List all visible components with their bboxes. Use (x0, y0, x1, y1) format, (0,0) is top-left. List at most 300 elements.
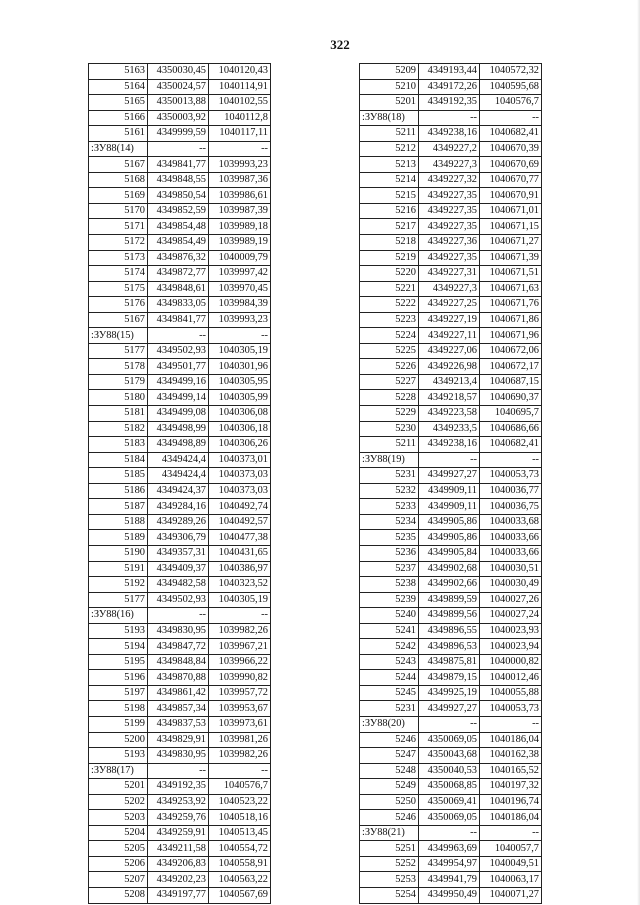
x-coordinate-cell: 4349409,37 (148, 561, 209, 577)
table-row (360, 421, 542, 437)
table-row (89, 157, 271, 173)
y-coordinate-cell: 1040036,75 (480, 499, 542, 515)
x-coordinate-cell: 4349424,4 (148, 468, 209, 484)
point-number-cell: 5242 (360, 639, 419, 655)
point-number-cell: 5171 (89, 219, 148, 235)
y-coordinate-cell: 1040033,66 (480, 530, 542, 546)
point-number-cell: 5233 (360, 499, 419, 515)
point-number-cell: 5198 (89, 701, 148, 717)
y-coordinate-cell: 1040672,17 (480, 359, 542, 375)
y-coordinate-cell: 1039987,39 (209, 203, 271, 219)
table-row (89, 266, 271, 282)
page-number: 322 (330, 37, 350, 52)
x-coordinate-cell: 4349902,68 (419, 561, 480, 577)
x-coordinate-cell: 4349227,19 (419, 312, 480, 328)
table-row (89, 685, 271, 701)
parcel-label-cell: :ЗУ88(19) (360, 452, 419, 468)
point-number-cell: 5168 (89, 172, 148, 188)
y-coordinate-cell: 1040373,03 (209, 468, 271, 484)
table-row (89, 810, 271, 826)
y-coordinate-cell: 1040301,96 (209, 359, 271, 375)
table-row (89, 172, 271, 188)
table-row (360, 841, 542, 857)
point-number-cell: 5248 (360, 763, 419, 779)
x-coordinate-cell: 4349227,25 (419, 297, 480, 313)
x-coordinate-cell: 4349852,59 (148, 203, 209, 219)
table-row (89, 95, 271, 111)
y-coordinate-cell: 1040055,88 (480, 685, 542, 701)
table-row (89, 390, 271, 406)
table-row (89, 732, 271, 748)
table-row (360, 437, 542, 453)
table-row (89, 856, 271, 872)
y-coordinate-cell: 1040386,97 (209, 561, 271, 577)
point-number-cell: 5178 (89, 359, 148, 375)
x-coordinate-cell: 4349876,32 (148, 250, 209, 266)
table-row (360, 468, 542, 484)
y-coordinate-cell: 1040053,73 (480, 468, 542, 484)
y-coordinate-cell: 1040373,01 (209, 452, 271, 468)
point-number-cell: 5211 (360, 437, 419, 453)
x-coordinate-cell: 4349499,16 (148, 374, 209, 390)
parcel-header-row (360, 716, 542, 732)
y-coordinate-cell: 1040672,06 (480, 343, 542, 359)
point-number-cell: 5170 (89, 203, 148, 219)
y-coordinate-cell: 1040686,66 (480, 421, 542, 437)
y-coordinate-cell: 1040120,43 (209, 64, 271, 80)
y-coordinate-cell: 1039987,36 (209, 172, 271, 188)
table-row (360, 654, 542, 670)
parcel-header-row (360, 452, 542, 468)
x-coordinate-cell: -- (419, 452, 480, 468)
x-coordinate-cell: 4349227,11 (419, 328, 480, 344)
y-coordinate-cell: 1040063,17 (480, 872, 542, 888)
table-row (360, 266, 542, 282)
y-coordinate-cell: 1039993,23 (209, 312, 271, 328)
point-number-cell: 5240 (360, 608, 419, 624)
x-coordinate-cell: 4349202,23 (148, 872, 209, 888)
y-coordinate-cell: 1040306,26 (209, 437, 271, 453)
table-row (360, 141, 542, 157)
table-row (89, 499, 271, 515)
point-number-cell: 5203 (89, 810, 148, 826)
table-row (89, 437, 271, 453)
y-coordinate-cell: 1040305,99 (209, 390, 271, 406)
point-number-cell: 5190 (89, 545, 148, 561)
table-row (360, 79, 542, 95)
point-number-cell: 5208 (89, 887, 148, 903)
point-number-cell: 5186 (89, 483, 148, 499)
point-number-cell: 5214 (360, 172, 419, 188)
table-row (89, 577, 271, 593)
x-coordinate-cell: 4349850,54 (148, 188, 209, 204)
table-row (360, 219, 542, 235)
table-row (360, 172, 542, 188)
x-coordinate-cell: 4349841,77 (148, 312, 209, 328)
x-coordinate-cell: 4349848,61 (148, 281, 209, 297)
table-row (360, 545, 542, 561)
x-coordinate-cell: 4349259,76 (148, 810, 209, 826)
y-coordinate-cell: 1040572,32 (480, 64, 542, 80)
point-number-cell: 5218 (360, 235, 419, 251)
point-number-cell: 5253 (360, 872, 419, 888)
x-coordinate-cell: 4349218,57 (419, 390, 480, 406)
y-coordinate-cell: 1040492,74 (209, 499, 271, 515)
point-number-cell: 5213 (360, 157, 419, 173)
x-coordinate-cell: 4349841,77 (148, 157, 209, 173)
point-number-cell: 5210 (360, 79, 419, 95)
point-number-cell: 5184 (89, 452, 148, 468)
point-number-cell: 5211 (360, 126, 419, 142)
x-coordinate-cell: 4349870,88 (148, 670, 209, 686)
y-coordinate-cell: 1040687,15 (480, 374, 542, 390)
y-coordinate-cell: 1039989,18 (209, 219, 271, 235)
x-coordinate-cell: 4349909,11 (419, 483, 480, 499)
x-coordinate-cell: 4349902,66 (419, 577, 480, 593)
y-coordinate-cell: 1040000,82 (480, 654, 542, 670)
y-coordinate-cell: 1040523,22 (209, 794, 271, 810)
x-coordinate-cell: 4349833,05 (148, 297, 209, 313)
y-coordinate-cell: 1040033,66 (480, 545, 542, 561)
point-number-cell: 5229 (360, 406, 419, 422)
y-coordinate-cell: 1040671,01 (480, 203, 542, 219)
point-number-cell: 5237 (360, 561, 419, 577)
x-coordinate-cell: 4349213,4 (419, 374, 480, 390)
y-coordinate-cell: -- (480, 716, 542, 732)
y-coordinate-cell: 1040670,69 (480, 157, 542, 173)
point-number-cell: 5201 (360, 95, 419, 111)
y-coordinate-cell: 1040373,03 (209, 483, 271, 499)
x-coordinate-cell: 4349502,93 (148, 343, 209, 359)
x-coordinate-cell: 4349227,35 (419, 250, 480, 266)
point-number-cell: 5195 (89, 654, 148, 670)
y-coordinate-cell: 1040518,16 (209, 810, 271, 826)
point-number-cell: 5174 (89, 266, 148, 282)
y-coordinate-cell: 1039990,82 (209, 670, 271, 686)
parcel-header-row (89, 608, 271, 624)
y-coordinate-cell: 1040477,38 (209, 530, 271, 546)
x-coordinate-cell: 4349927,27 (419, 701, 480, 717)
point-number-cell: 5192 (89, 577, 148, 593)
y-coordinate-cell: 1040670,39 (480, 141, 542, 157)
table-row (89, 64, 271, 80)
point-number-cell: 5189 (89, 530, 148, 546)
point-number-cell: 5245 (360, 685, 419, 701)
x-coordinate-cell: 4349848,55 (148, 172, 209, 188)
table-row (89, 530, 271, 546)
table-row (360, 126, 542, 142)
y-coordinate-cell: 1040071,27 (480, 887, 542, 903)
y-coordinate-cell: -- (209, 141, 271, 157)
x-coordinate-cell: 4349861,42 (148, 685, 209, 701)
y-coordinate-cell: 1040567,69 (209, 887, 271, 903)
point-number-cell: 5167 (89, 312, 148, 328)
table-row (89, 716, 271, 732)
table-row (360, 872, 542, 888)
point-number-cell: 5231 (360, 701, 419, 717)
point-number-cell: 5196 (89, 670, 148, 686)
y-coordinate-cell: -- (480, 110, 542, 126)
point-number-cell: 5217 (360, 219, 419, 235)
x-coordinate-cell: 4349172,26 (419, 79, 480, 95)
y-coordinate-cell: 1040671,15 (480, 219, 542, 235)
x-coordinate-cell: 4349424,37 (148, 483, 209, 499)
x-coordinate-cell: 4349999,59 (148, 126, 209, 142)
x-coordinate-cell: 4349899,59 (419, 592, 480, 608)
y-coordinate-cell: -- (209, 328, 271, 344)
point-number-cell: 5193 (89, 623, 148, 639)
x-coordinate-cell: 4349206,83 (148, 856, 209, 872)
x-coordinate-cell: 4349227,32 (419, 172, 480, 188)
point-number-cell: 5252 (360, 856, 419, 872)
table-row (89, 110, 271, 126)
y-coordinate-cell: 1039982,26 (209, 623, 271, 639)
y-coordinate-cell: 1040576,7 (209, 779, 271, 795)
point-number-cell: 5180 (89, 390, 148, 406)
x-coordinate-cell: 4350069,05 (419, 810, 480, 826)
point-number-cell: 5177 (89, 592, 148, 608)
x-coordinate-cell: 4350013,88 (148, 95, 209, 111)
y-coordinate-cell: 1040563,22 (209, 872, 271, 888)
point-number-cell: 5181 (89, 406, 148, 422)
table-row (89, 670, 271, 686)
parcel-label-cell: :ЗУ88(18) (360, 110, 419, 126)
point-number-cell: 5182 (89, 421, 148, 437)
x-coordinate-cell: 4350068,85 (419, 779, 480, 795)
x-coordinate-cell: -- (148, 608, 209, 624)
point-number-cell: 5197 (89, 685, 148, 701)
point-number-cell: 5226 (360, 359, 419, 375)
y-coordinate-cell: -- (480, 825, 542, 841)
parcel-header-row (89, 328, 271, 344)
x-coordinate-cell: 4349502,93 (148, 592, 209, 608)
table-row (360, 592, 542, 608)
y-coordinate-cell: 1040033,68 (480, 514, 542, 530)
x-coordinate-cell: 4349211,58 (148, 841, 209, 857)
point-number-cell: 5239 (360, 592, 419, 608)
x-coordinate-cell: 4349896,53 (419, 639, 480, 655)
x-coordinate-cell: 4350003,92 (148, 110, 209, 126)
point-number-cell: 5225 (360, 343, 419, 359)
x-coordinate-cell: 4349909,11 (419, 499, 480, 515)
table-row (89, 545, 271, 561)
table-row (360, 530, 542, 546)
point-number-cell: 5201 (89, 779, 148, 795)
table-row (360, 390, 542, 406)
y-coordinate-cell: 1040431,65 (209, 545, 271, 561)
y-coordinate-cell: 1040671,86 (480, 312, 542, 328)
point-number-cell: 5194 (89, 639, 148, 655)
point-number-cell: 5183 (89, 437, 148, 453)
parcel-label-cell: :ЗУ88(14) (89, 141, 148, 157)
y-coordinate-cell: 1040049,51 (480, 856, 542, 872)
y-coordinate-cell: 1040671,96 (480, 328, 542, 344)
point-number-cell: 5236 (360, 545, 419, 561)
y-coordinate-cell: 1040558,91 (209, 856, 271, 872)
table-row (89, 312, 271, 328)
point-number-cell: 5172 (89, 235, 148, 251)
point-number-cell: 5205 (89, 841, 148, 857)
y-coordinate-cell: 1040023,93 (480, 623, 542, 639)
point-number-cell: 5164 (89, 79, 148, 95)
table-row (89, 592, 271, 608)
table-row (89, 514, 271, 530)
table-row (89, 639, 271, 655)
y-coordinate-cell: 1040682,41 (480, 126, 542, 142)
table-row (360, 312, 542, 328)
y-coordinate-cell: 1040186,04 (480, 732, 542, 748)
y-coordinate-cell: 1039967,21 (209, 639, 271, 655)
table-row (89, 468, 271, 484)
x-coordinate-cell: 4349879,15 (419, 670, 480, 686)
point-number-cell: 5177 (89, 343, 148, 359)
y-coordinate-cell: 1040112,8 (209, 110, 271, 126)
point-number-cell: 5209 (360, 64, 419, 80)
y-coordinate-cell: 1040196,74 (480, 794, 542, 810)
table-row (89, 452, 271, 468)
parcel-header-row (89, 763, 271, 779)
y-coordinate-cell: -- (480, 452, 542, 468)
x-coordinate-cell: 4349227,3 (419, 281, 480, 297)
y-coordinate-cell: 1039970,45 (209, 281, 271, 297)
x-coordinate-cell: 4349925,19 (419, 685, 480, 701)
table-row (360, 856, 542, 872)
y-coordinate-cell: -- (209, 608, 271, 624)
y-coordinate-cell: 1040670,91 (480, 188, 542, 204)
x-coordinate-cell: -- (148, 763, 209, 779)
x-coordinate-cell: 4349837,53 (148, 716, 209, 732)
y-coordinate-cell: 1040162,38 (480, 748, 542, 764)
x-coordinate-cell: 4349499,14 (148, 390, 209, 406)
point-number-cell: 5187 (89, 499, 148, 515)
y-coordinate-cell: 1040027,24 (480, 608, 542, 624)
y-coordinate-cell: 1040671,27 (480, 235, 542, 251)
point-number-cell: 5193 (89, 748, 148, 764)
x-coordinate-cell: 4349259,91 (148, 825, 209, 841)
table-row (89, 203, 271, 219)
x-coordinate-cell: 4349233,5 (419, 421, 480, 437)
x-coordinate-cell: -- (419, 825, 480, 841)
y-coordinate-cell: 1040186,04 (480, 810, 542, 826)
table-row (89, 825, 271, 841)
x-coordinate-cell: 4349499,08 (148, 406, 209, 422)
table-row (89, 779, 271, 795)
table-row (360, 203, 542, 219)
table-row (360, 157, 542, 173)
y-coordinate-cell: 1040023,94 (480, 639, 542, 655)
x-coordinate-cell: 4349226,98 (419, 359, 480, 375)
table-row (360, 374, 542, 390)
point-number-cell: 5243 (360, 654, 419, 670)
y-coordinate-cell: 1040306,08 (209, 406, 271, 422)
x-coordinate-cell: 4349284,16 (148, 499, 209, 515)
table-row (360, 685, 542, 701)
x-coordinate-cell: 4349963,69 (419, 841, 480, 857)
x-coordinate-cell: 4349227,3 (419, 157, 480, 173)
point-number-cell: 5219 (360, 250, 419, 266)
x-coordinate-cell: -- (148, 141, 209, 157)
point-number-cell: 5231 (360, 468, 419, 484)
x-coordinate-cell: 4349927,27 (419, 468, 480, 484)
point-number-cell: 5175 (89, 281, 148, 297)
x-coordinate-cell: 4349306,79 (148, 530, 209, 546)
y-coordinate-cell: 1040513,45 (209, 825, 271, 841)
x-coordinate-cell: 4349830,95 (148, 623, 209, 639)
x-coordinate-cell: -- (148, 328, 209, 344)
x-coordinate-cell: 4350069,41 (419, 794, 480, 810)
x-coordinate-cell: 4349854,48 (148, 219, 209, 235)
table-row (89, 406, 271, 422)
x-coordinate-cell: 4349872,77 (148, 266, 209, 282)
y-coordinate-cell: 1040012,46 (480, 670, 542, 686)
x-coordinate-cell: 4349424,4 (148, 452, 209, 468)
table-row (89, 701, 271, 717)
x-coordinate-cell: 4349227,06 (419, 343, 480, 359)
table-row (89, 794, 271, 810)
table-row (360, 406, 542, 422)
x-coordinate-cell: 4349875,81 (419, 654, 480, 670)
x-coordinate-cell: -- (419, 110, 480, 126)
table-row (89, 748, 271, 764)
table-row (360, 748, 542, 764)
point-number-cell: 5212 (360, 141, 419, 157)
coordinates-table-left (88, 63, 271, 904)
y-coordinate-cell: 1040306,18 (209, 421, 271, 437)
point-number-cell: 5185 (89, 468, 148, 484)
point-number-cell: 5228 (360, 390, 419, 406)
point-number-cell: 5161 (89, 126, 148, 142)
parcel-label-cell: :ЗУ88(16) (89, 608, 148, 624)
y-coordinate-cell: 1040682,41 (480, 437, 542, 453)
y-coordinate-cell: 1040492,57 (209, 514, 271, 530)
point-number-cell: 5241 (360, 623, 419, 639)
table-row (360, 701, 542, 717)
table-row (89, 359, 271, 375)
y-coordinate-cell: 1040053,73 (480, 701, 542, 717)
x-coordinate-cell: 4349501,77 (148, 359, 209, 375)
point-number-cell: 5224 (360, 328, 419, 344)
table-row (89, 374, 271, 390)
point-number-cell: 5207 (89, 872, 148, 888)
table-row (89, 421, 271, 437)
x-coordinate-cell: 4349197,77 (148, 887, 209, 903)
y-coordinate-cell: 1039981,26 (209, 732, 271, 748)
point-number-cell: 5188 (89, 514, 148, 530)
point-number-cell: 5206 (89, 856, 148, 872)
y-coordinate-cell: 1040057,7 (480, 841, 542, 857)
parcel-label-cell: :ЗУ88(21) (360, 825, 419, 841)
point-number-cell: 5221 (360, 281, 419, 297)
point-number-cell: 5165 (89, 95, 148, 111)
table-row (89, 188, 271, 204)
table-row (89, 250, 271, 266)
x-coordinate-cell: 4349954,97 (419, 856, 480, 872)
y-coordinate-cell: 1040305,19 (209, 592, 271, 608)
table-row (89, 561, 271, 577)
table-row (360, 95, 542, 111)
y-coordinate-cell: 1039993,23 (209, 157, 271, 173)
point-number-cell: 5222 (360, 297, 419, 313)
parcel-header-row (89, 141, 271, 157)
y-coordinate-cell: 1039973,61 (209, 716, 271, 732)
y-coordinate-cell: -- (209, 763, 271, 779)
point-number-cell: 5167 (89, 157, 148, 173)
y-coordinate-cell: 1040576,7 (480, 95, 542, 111)
table-row (360, 514, 542, 530)
point-number-cell: 5235 (360, 530, 419, 546)
x-coordinate-cell: 4349227,31 (419, 266, 480, 282)
x-coordinate-cell: 4349857,34 (148, 701, 209, 717)
